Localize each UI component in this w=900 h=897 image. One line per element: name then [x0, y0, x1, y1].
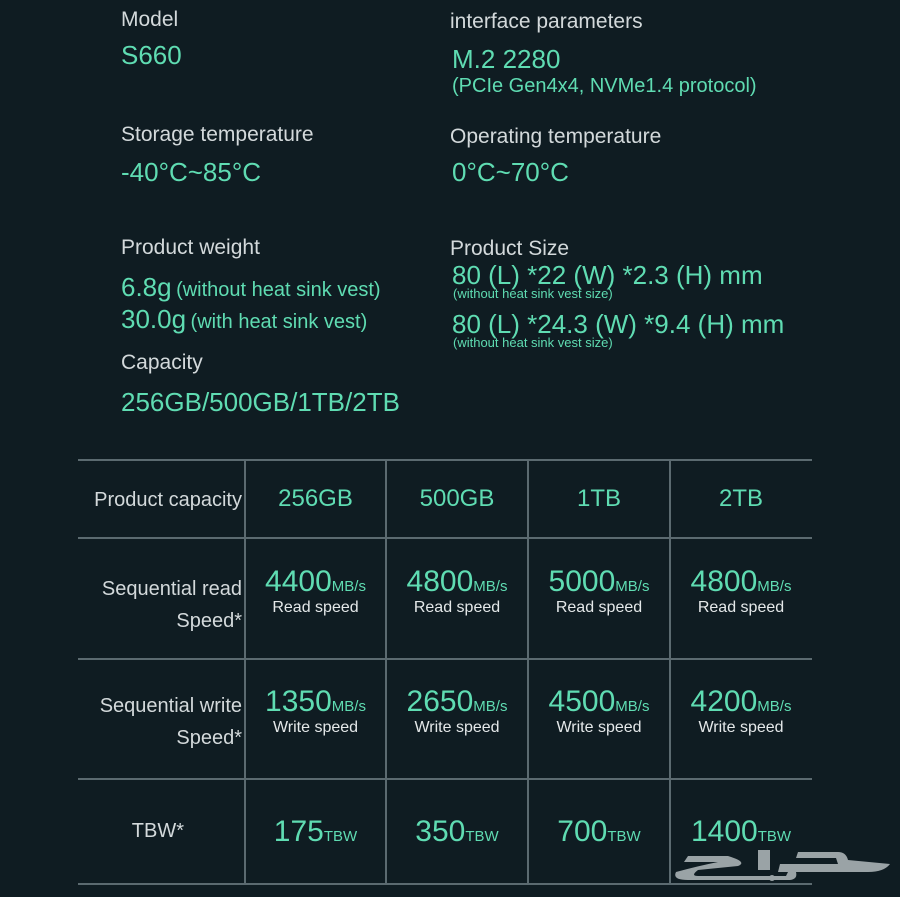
table-cell: 1350MB/s Write speed — [265, 685, 366, 736]
interface-detail: (PCIe Gen4x4, NVMe1.4 protocol) — [452, 75, 757, 97]
capacity-value: 256GB/500GB/1TB/2TB — [121, 387, 400, 417]
size-note-2: (without heat sink vest size) — [453, 335, 613, 350]
table-cell: 1400TBW — [690, 814, 792, 848]
table-cell: 175TBW — [273, 814, 358, 848]
interface-label: interface parameters — [450, 10, 643, 33]
table-cell: 350TBW — [415, 814, 499, 848]
size-line-2: 80 (L) *24.3 (W) *9.4 (H) mm — [452, 309, 785, 339]
capacity-label: Capacity — [121, 351, 203, 374]
table-cell: 4500MB/s Write speed — [548, 685, 650, 736]
interface-value: M.2 2280 — [452, 44, 561, 74]
table-cell: 700TBW — [557, 814, 641, 848]
operating-temp-value: 0°C~70°C — [452, 157, 569, 187]
table-divider — [78, 537, 812, 539]
weight-label: Product weight — [121, 236, 260, 259]
storage-temp-label: Storage temperature — [121, 123, 314, 146]
size-label: Product Size — [450, 237, 570, 260]
size-note-1: (without heat sink vest size) — [453, 286, 613, 301]
table-cell: 4400MB/s Read speed — [265, 565, 366, 616]
table-cell: 5000MB/s Read speed — [548, 565, 650, 616]
row-label-tbw: TBW* — [131, 820, 184, 842]
column-header: 500GB — [419, 485, 495, 512]
storage-temp-value: -40°C~85°C — [121, 157, 262, 187]
header-label: Product capacity — [94, 489, 242, 511]
table-cell: 4800MB/s Read speed — [406, 565, 508, 616]
column-header: 256GB — [278, 485, 353, 512]
weight-line-1: 6.8g (without heat sink vest) — [121, 272, 381, 302]
operating-temp-label: Operating temperature — [450, 125, 662, 148]
table-cell: 2650MB/s Write speed — [406, 685, 508, 736]
haraj-watermark-logo — [668, 842, 893, 884]
row-label-write: Sequential write Speed* — [99, 695, 242, 749]
column-header: 1TB — [576, 485, 621, 512]
table-divider — [78, 658, 812, 660]
model-value: S660 — [121, 40, 182, 70]
model-label: Model — [121, 8, 179, 31]
table-cell: 4200MB/s Write speed — [690, 685, 792, 736]
table-cell: 4800MB/s Read speed — [690, 565, 792, 616]
column-header: 2TB — [718, 485, 763, 512]
weight-line-2: 30.0g (with heat sink vest) — [121, 304, 368, 334]
size-line-1: 80 (L) *22 (W) *2.3 (H) mm — [452, 260, 763, 290]
row-label-read: Sequential read Speed* — [101, 578, 242, 632]
